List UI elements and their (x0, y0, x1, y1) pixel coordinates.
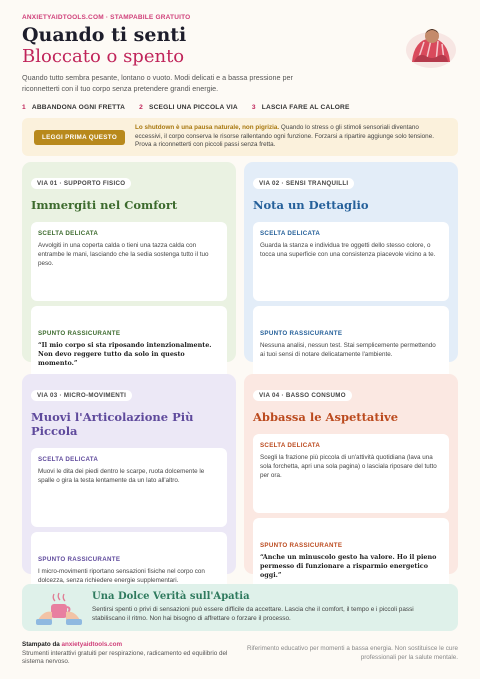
choice-label: SCELTA DELICATA (260, 230, 321, 237)
footer-description: Strumenti interattivi gratuiti per respirazione, radicamento ed equilibrio del sistema nervoso. (22, 649, 228, 666)
gentle-truth-box (22, 584, 458, 631)
read-first-note (22, 118, 458, 156)
footer-disclaimer: Riferimento educativo per momenti a bassa energia. Non sostituisce le cure professionali per la salute mentale. (246, 645, 458, 661)
brand-label: ANXIETYAIDTOOLS.COM · STAMPABILE GRATUITO (22, 14, 191, 21)
blanket-person-illustration (404, 22, 458, 70)
card-tag: VIA 02 · SENSI TRANQUILLI (253, 178, 354, 189)
step-2: 2 SCEGLI UNA PICCOLA VIA (139, 104, 238, 111)
page-title: Quando ti senti (22, 24, 187, 46)
gentle-truth-text: Sentirsi spenti o privi di sensazioni può essere difficile da accettare. Lascia che il comfort, il tempo e i piccoli passi stabiliscano il ritmo. Non hai bisogno di affrettare o forzare il processo. (92, 606, 414, 622)
card-supporto-fisico (22, 162, 236, 367)
card-title: Nota un Dettaglio (253, 198, 369, 212)
reassure-label: SPUNTO RASSICURANTE (260, 330, 343, 337)
intro-text: Quando tutto sembra pesante, lontano o vuoto. Modi delicati e a bassa pressione per riconnetterti con il tuo corpo senza pretendere grandi energie. (22, 73, 293, 93)
choice-text: Muovi le dita dei piedi dentro le scarpe, ruota dolcemente le spalle o gira la testa lentamente da un lato all'altro. (38, 468, 205, 484)
steps-row (22, 104, 458, 111)
choice-box (31, 222, 227, 301)
choice-text: Scegli la frazione più piccola di un'attività quotidiana (lava una sola forchetta, apri una sola pagina) o lasciala riposare del tutto per ora. (260, 454, 437, 479)
choice-box (31, 448, 227, 527)
card-tag: VIA 03 · MICRO-MOVIMENTI (31, 390, 132, 401)
choice-box (253, 434, 449, 513)
choice-text: Avvolgiti in una coperta calda o tieni una tazza calda con entrambe le mani, lasciando che la sedia sostenga tutto il tuo peso. (38, 242, 209, 267)
step-1: 1 ABBANDONA OGNI FRETTA (22, 104, 126, 111)
card-sensi-tranquilli (244, 162, 458, 362)
hands-mug-icon (34, 590, 84, 626)
card-title: Immergiti nel Comfort (31, 198, 178, 212)
choice-text: Guarda la stanza e individua tre oggetti dello stesso colore, o tocca una superficie con una consistenza piacevole vicino a te. (260, 242, 436, 258)
page-subtitle: Bloccato o spento (22, 46, 185, 67)
read-first-badge: LEGGI PRIMA QUESTO (34, 130, 125, 145)
site-link[interactable]: anxietyaidtools.com (61, 641, 123, 648)
reassure-label: SPUNTO RASSICURANTE (38, 556, 121, 563)
reassure-text: I micro-movimenti riportano sensazioni fisiche nel corpo con dolcezza, senza richiedere energie supplementari. (38, 568, 205, 584)
card-tag: VIA 01 · SUPPORTO FISICO (31, 178, 131, 189)
reassure-text: “Anche un minuscolo gesto ha valore. Ho il pieno permesso di funzionare a risparmio energetico oggi.” (260, 553, 437, 579)
reassure-text: Nessuna analisi, nessun test. Stai semplicemente permettendo ai tuoi sensi di notare delicatamente l'ambiente. (260, 342, 436, 358)
step-3: 3 LASCIA FARE AL CALORE (251, 104, 350, 111)
gentle-truth-title: Una Dolce Verità sull'Apatia (92, 591, 250, 602)
choice-box (253, 222, 449, 301)
card-title: Abbassa le Aspettative (253, 410, 399, 424)
card-basso-consumo (244, 374, 458, 579)
choice-label: SCELTA DELICATA (260, 442, 321, 449)
card-tag: VIA 04 · BASSO CONSUMO (253, 390, 352, 401)
card-micro-movimenti (22, 374, 236, 584)
choice-label: SCELTA DELICATA (38, 456, 99, 463)
card-title: Muovi l'Articolazione Più Piccola (31, 410, 194, 438)
read-first-text: Lo shutdown è una pausa naturale, non pigrizia. Quando lo stress o gli stimoli sensoriali diventano eccessivi, il corpo conserva le risorse rallentando ogni funzione. Forzarsi a ripartire aggiunge solo tensione. Prova a riconnetterti con piccoli passi senza fretta. (135, 123, 434, 149)
reassure-label: SPUNTO RASSICURANTE (260, 542, 343, 549)
footer-credit: Stampato da anxietyaidtools.com Strumenti interattivi gratuiti per respirazione, radicamento ed equilibrio del sistema nervoso. (22, 641, 228, 666)
reassure-text: “Il mio corpo si sta riposando intenzionalmente. Non devo reggere tutto da solo in questo momento.” (38, 341, 212, 367)
choice-label: SCELTA DELICATA (38, 230, 99, 237)
reassure-label: SPUNTO RASSICURANTE (38, 330, 121, 337)
